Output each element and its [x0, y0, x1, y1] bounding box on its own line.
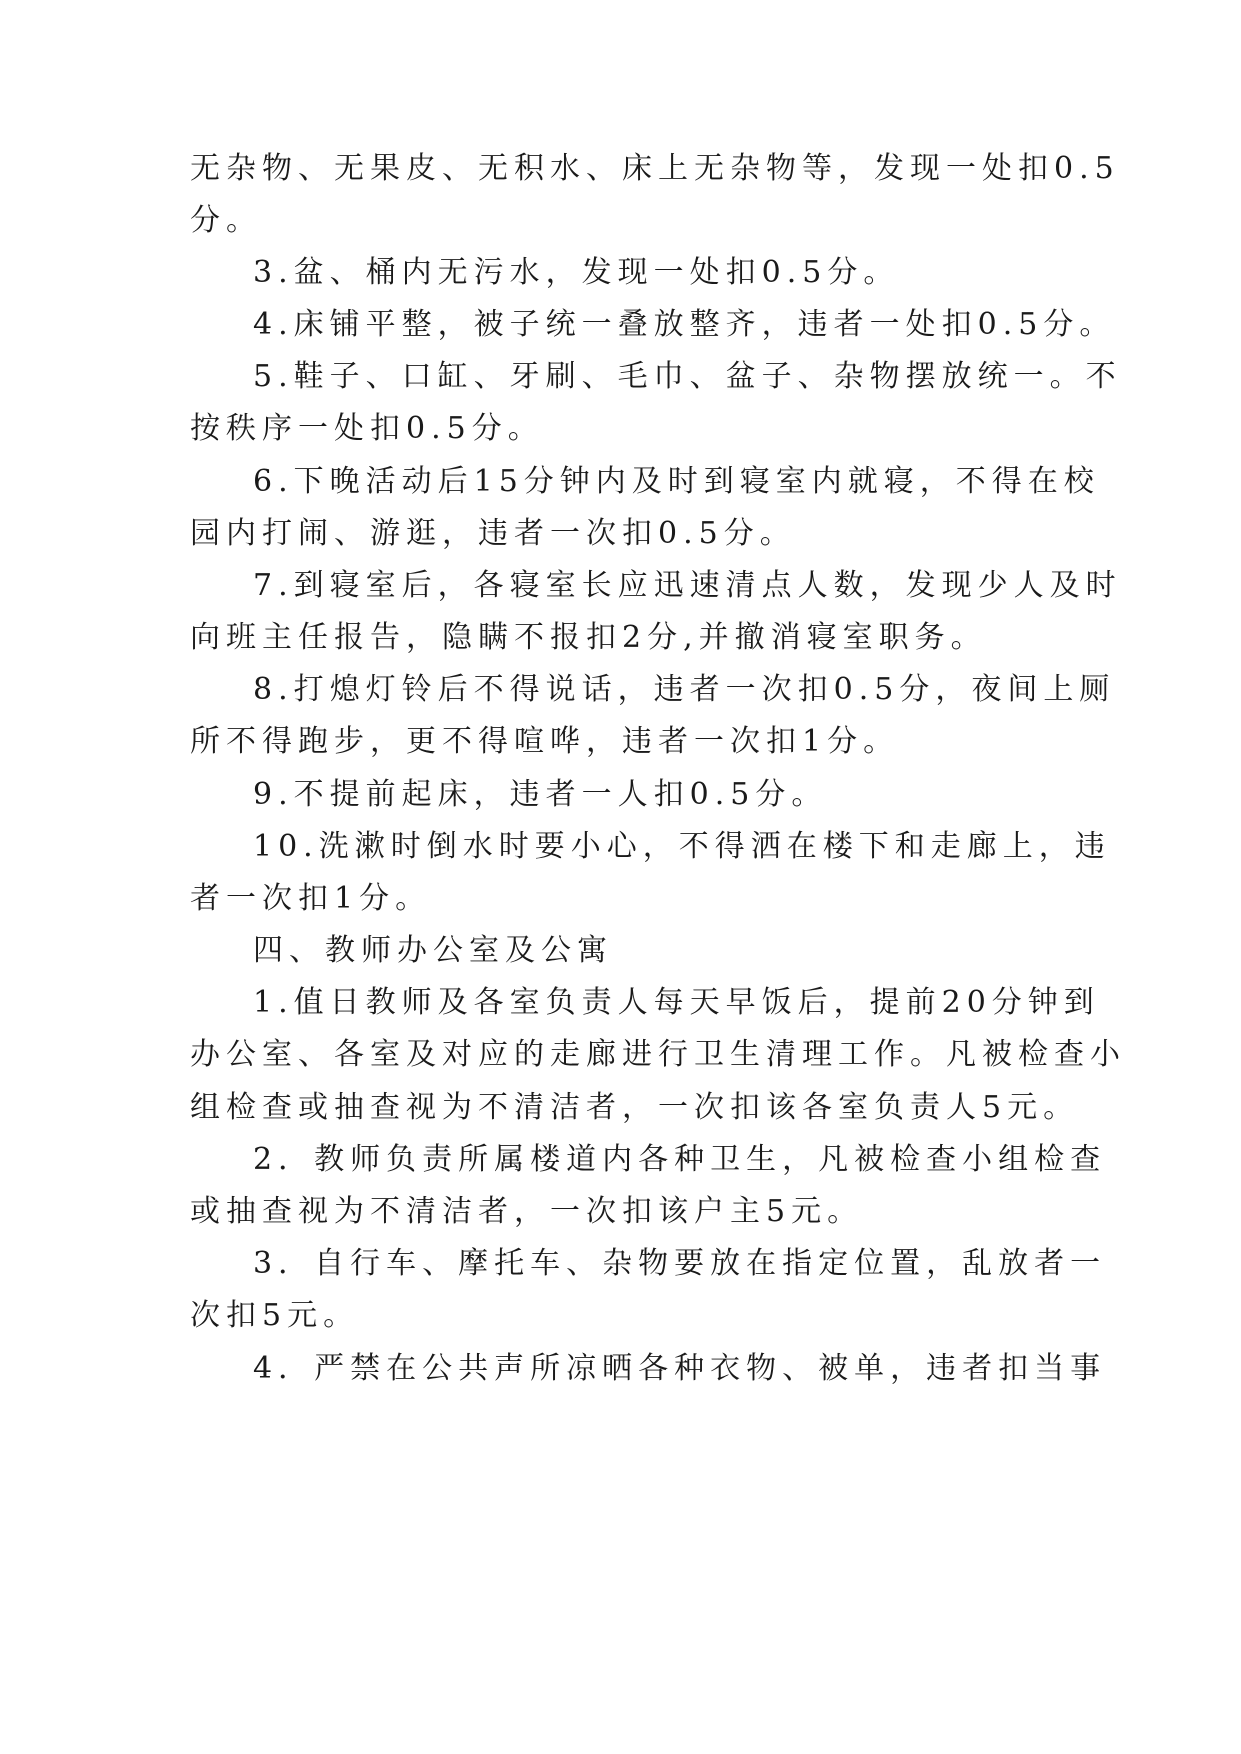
text-line-10: 向班主任报告，隐瞒不报扣2分,并撤消寝室职务。 — [190, 620, 987, 655]
text-line-9: 7.到寝室后，各寝室长应迅速清点人数，发现少人及时 — [253, 568, 1122, 603]
text-line-1: 无杂物、无果皮、无积水、床上无杂物等，发现一处扣0.5 — [190, 151, 1120, 186]
text-line-15: 者一次扣1分。 — [190, 881, 432, 916]
text-line-6: 按秩序一处扣0.5分。 — [190, 411, 544, 446]
text-line-19: 组检查或抽查视为不清洁者，一次扣该各室负责人5元。 — [190, 1090, 1080, 1125]
text-line-11: 8.打熄灯铃后不得说话，违者一次扣0.5分，夜间上厕 — [253, 672, 1116, 707]
text-line-23: 次扣5元。 — [190, 1298, 360, 1333]
text-line-7: 6.下晚活动后15分钟内及时到寝室内就寝，不得在校 — [253, 464, 1100, 499]
section-heading: 四、教师办公室及公寓 — [253, 933, 613, 968]
text-line-14: 10.洗漱时倒水时要小心，不得洒在楼下和走廊上，违 — [253, 829, 1111, 864]
text-line-2: 分。 — [190, 203, 262, 238]
text-line-12: 所不得跑步，更不得喧哗，违者一次扣1分。 — [190, 724, 900, 759]
text-line-3: 3.盆、桶内无污水，发现一处扣0.5分。 — [253, 255, 900, 290]
text-line-21: 或抽查视为不清洁者，一次扣该户主5元。 — [190, 1194, 864, 1229]
text-line-13: 9.不提前起床，违者一人扣0.5分。 — [253, 777, 828, 812]
text-line-22: 3．自行车、摩托车、杂物要放在指定位置，乱放者一 — [253, 1246, 1107, 1281]
text-line-20: 2．教师负责所属楼道内各种卫生，凡被检查小组检查 — [253, 1142, 1107, 1177]
text-line-5: 5.鞋子、口缸、牙刷、毛巾、盆子、杂物摆放统一。不 — [253, 359, 1122, 394]
text-line-24: 4．严禁在公共声所凉晒各种衣物、被单，违者扣当事 — [253, 1351, 1107, 1386]
text-line-8: 园内打闹、游逛，违者一次扣0.5分。 — [190, 516, 796, 551]
text-line-4: 4.床铺平整，被子统一叠放整齐，违者一处扣0.5分。 — [253, 307, 1116, 342]
text-line-18: 办公室、各室及对应的走廊进行卫生清理工作。凡被检查小 — [190, 1037, 1126, 1072]
text-line-17: 1.值日教师及各室负责人每天早饭后，提前20分钟到 — [253, 985, 1100, 1020]
